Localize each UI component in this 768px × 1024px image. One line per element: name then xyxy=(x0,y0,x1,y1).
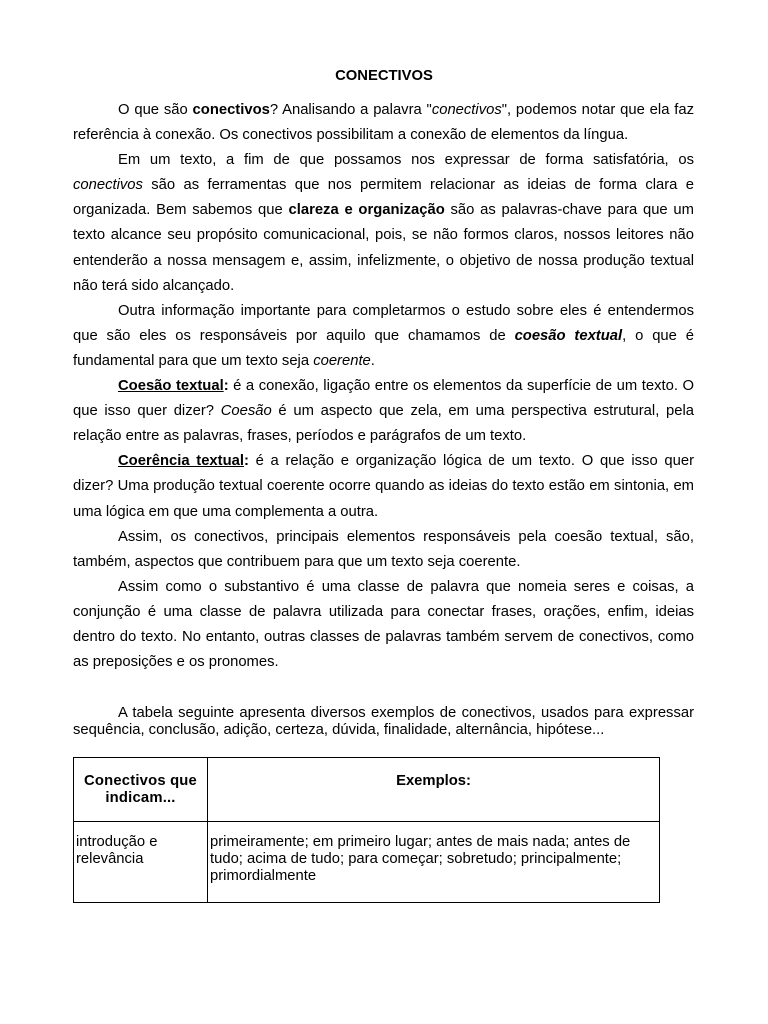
italic-term: Coesão xyxy=(220,403,272,420)
column-header: Exemplos: xyxy=(208,758,660,822)
table-header-row xyxy=(74,758,660,822)
connectives-table xyxy=(73,757,660,903)
definition-term: Coesão textual xyxy=(118,378,224,395)
table-intro xyxy=(73,705,694,739)
table-cell: primeiramente; em primeiro lugar; antes de mais nada; antes de tudo; acima de tudo; para começar; sobretudo; principalmente; primordialmente xyxy=(208,822,660,903)
bold-term: clareza e organização xyxy=(288,202,445,219)
table-cell: introdução e relevância xyxy=(74,822,208,903)
paragraph-2 xyxy=(73,148,694,299)
document-title: CONECTIVOS xyxy=(335,68,433,84)
paragraph-4 xyxy=(73,374,694,449)
italic-term: conectivos xyxy=(73,177,143,194)
column-header: Conectivos que indicam... xyxy=(74,758,208,822)
paragraph-1 xyxy=(73,98,694,148)
text-run: O que são xyxy=(118,102,193,118)
text-run: é um aspecto que zela, em uma perspectiva estrutural, pela relação entre as palavras, frases, períodos e parágrafos de um texto. xyxy=(73,403,694,445)
text-run: Em um texto, a fim de que possamos nos expressar de forma satisfatória, os xyxy=(118,152,694,169)
text-run: é a relação e organização lógica de um texto. O que isso quer dizer? Uma produção textual coerente ocorre quando as ideias do texto estão em sintonia, em uma lógica em que uma complementa a outra. xyxy=(73,453,694,520)
text-run: são as palavras-chave para que um texto alcance seu propósito comunicacional, pois, se não formos claros, nossos leitores não entenderão a nossa mensagem e, assim, infelizmente, o objetivo de nossa produção textual não terá sido alcançado. xyxy=(73,202,694,294)
table-row xyxy=(74,822,660,903)
text-run: . xyxy=(370,352,375,369)
paragraph-8: A tabela seguinte apresenta diversos exemplos de conectivos, usados para expressar sequência, conclusão, adição, certeza, dúvida, finalidade, alternância, hipótese... xyxy=(73,705,694,738)
text-run: é a conexão, ligação entre os elementos da superfície de um texto. O que isso quer dizer? xyxy=(73,378,694,420)
text-run: são as ferramentas que nos permitem relacionar as ideias de forma clara e organizada. Bem sabemos que xyxy=(73,177,694,219)
text-run: ? Analisando a palavra " xyxy=(269,102,432,118)
paragraph-5 xyxy=(73,449,694,524)
bold-term: conectivos xyxy=(192,102,270,118)
italic-term: coerente xyxy=(313,352,371,369)
definition-term: Coerência textual xyxy=(118,453,244,470)
document-body xyxy=(73,98,694,675)
text-run: ", podemos notar que ela faz referência à conexão. Os conectivos possibilitam a conexão de elementos da língua. xyxy=(73,102,694,144)
paragraph-7: Assim como o substantivo é uma classe de palavra que nomeia seres e coisas, a conjunção é uma classe de palavra utilizada para conectar frases, orações, enfim, ideias dentro do texto. No entanto, outras classes de palavras também servem de conectivos, como as preposições e os pronomes. xyxy=(73,578,694,671)
colon: : xyxy=(243,453,249,470)
text-run: Outra informação importante para completarmos o estudo sobre eles é entendermos que são eles os responsáveis por aquilo que chamamos de xyxy=(73,302,694,344)
italic-term: conectivos xyxy=(431,102,502,118)
colon: : xyxy=(223,378,229,395)
paragraph-3 xyxy=(73,299,694,374)
paragraph-6: Assim, os conectivos, principais elementos responsáveis pela coesão textual, são, também, aspectos que contribuem para que um texto seja coerente. xyxy=(73,528,694,570)
text-run: , o que é fundamental para que um texto seja xyxy=(73,327,694,369)
bold-italic-term: coesão textual xyxy=(514,327,623,344)
